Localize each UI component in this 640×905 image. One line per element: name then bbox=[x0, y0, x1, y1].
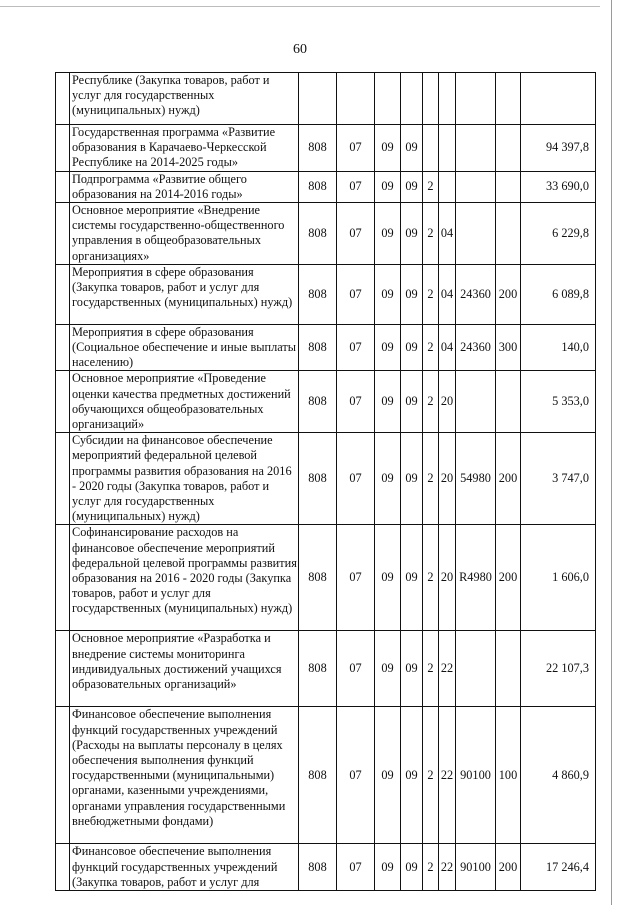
cell-rz: 07 bbox=[337, 844, 375, 891]
cell-prog: 09 bbox=[401, 631, 423, 707]
cell-osn: 22 bbox=[439, 844, 456, 891]
cell-osn: 04 bbox=[439, 324, 456, 371]
cell-vr bbox=[496, 631, 521, 707]
cell-napr bbox=[456, 125, 496, 172]
cell-vr bbox=[496, 371, 521, 433]
table-row bbox=[56, 631, 596, 707]
cell-osn: 20 bbox=[439, 525, 456, 631]
cell-pr: 09 bbox=[375, 171, 401, 202]
cell-amount: 6 229,8 bbox=[521, 203, 596, 265]
cell-napr: 24360 bbox=[456, 264, 496, 324]
cell-rz: 07 bbox=[337, 371, 375, 433]
top-edge-line bbox=[0, 6, 600, 7]
cell-rz bbox=[337, 73, 375, 125]
row-margin-cell bbox=[56, 631, 70, 707]
cell-osn: 22 bbox=[439, 707, 456, 844]
cell-amount: 22 107,3 bbox=[521, 631, 596, 707]
page-number: 60 bbox=[293, 42, 307, 57]
cell-pr: 09 bbox=[375, 324, 401, 371]
cell-sub bbox=[423, 73, 439, 125]
cell-pr: 09 bbox=[375, 631, 401, 707]
cell-rz: 07 bbox=[337, 631, 375, 707]
cell-prog: 09 bbox=[401, 707, 423, 844]
cell-name: Республике (Закупка товаров, работ и услуг для государственных (муниципальных) нужд) bbox=[70, 73, 299, 125]
cell-sub: 2 bbox=[423, 525, 439, 631]
cell-osn: 22 bbox=[439, 631, 456, 707]
cell-prog: 09 bbox=[401, 264, 423, 324]
row-margin-cell bbox=[56, 707, 70, 844]
cell-ved: 808 bbox=[299, 371, 337, 433]
row-margin-cell bbox=[56, 844, 70, 891]
table-row bbox=[56, 125, 596, 172]
cell-prog: 09 bbox=[401, 171, 423, 202]
cell-name: Софинансирование расходов на финансовое обеспечение мероприятий федеральной целевой программы развития образования на 2016 - 2020 годы (Закупка товаров, работ и услуг для государственных (муниципальных) нужд) bbox=[70, 525, 299, 631]
cell-rz: 07 bbox=[337, 433, 375, 525]
table-row bbox=[56, 73, 596, 125]
cell-osn bbox=[439, 125, 456, 172]
cell-prog: 09 bbox=[401, 324, 423, 371]
cell-rz: 07 bbox=[337, 525, 375, 631]
cell-amount: 3 747,0 bbox=[521, 433, 596, 525]
cell-vr bbox=[496, 125, 521, 172]
cell-osn: 20 bbox=[439, 371, 456, 433]
cell-name: Субсидии на финансовое обеспечение мероприятий федеральной целевой программы развития образования на 2016 - 2020 годы (Закупка товаров, работ и услуг для государственных (муниципальных) нужд) bbox=[70, 433, 299, 525]
table-row bbox=[56, 264, 596, 324]
cell-pr bbox=[375, 73, 401, 125]
cell-rz: 07 bbox=[337, 125, 375, 172]
cell-pr: 09 bbox=[375, 844, 401, 891]
table-row bbox=[56, 525, 596, 631]
cell-ved: 808 bbox=[299, 707, 337, 844]
cell-napr: 24360 bbox=[456, 324, 496, 371]
table-row bbox=[56, 844, 596, 891]
cell-napr bbox=[456, 73, 496, 125]
cell-prog: 09 bbox=[401, 525, 423, 631]
cell-pr: 09 bbox=[375, 125, 401, 172]
cell-rz: 07 bbox=[337, 324, 375, 371]
row-margin-cell bbox=[56, 324, 70, 371]
row-margin-cell bbox=[56, 371, 70, 433]
cell-napr: 90100 bbox=[456, 844, 496, 891]
cell-sub: 2 bbox=[423, 844, 439, 891]
cell-sub: 2 bbox=[423, 324, 439, 371]
cell-amount: 33 690,0 bbox=[521, 171, 596, 202]
cell-ved bbox=[299, 73, 337, 125]
table-row bbox=[56, 433, 596, 525]
cell-prog bbox=[401, 73, 423, 125]
cell-rz: 07 bbox=[337, 707, 375, 844]
cell-name: Основное мероприятие «Разработка и внедрение системы мониторинга индивидуальных достижений учащихся образовательных организаций» bbox=[70, 631, 299, 707]
cell-napr: 90100 bbox=[456, 707, 496, 844]
cell-vr: 200 bbox=[496, 525, 521, 631]
cell-napr bbox=[456, 203, 496, 265]
cell-name: Финансовое обеспечение выполнения функций государственных учреждений (Закупка товаров, работ и услуг для bbox=[70, 844, 299, 891]
row-margin-cell bbox=[56, 433, 70, 525]
row-margin-cell bbox=[56, 264, 70, 324]
cell-prog: 09 bbox=[401, 371, 423, 433]
cell-ved: 808 bbox=[299, 844, 337, 891]
cell-name: Основное мероприятие «Внедрение системы государственно-общественного управления в общеобразовательных организациях» bbox=[70, 203, 299, 265]
cell-pr: 09 bbox=[375, 203, 401, 265]
cell-ved: 808 bbox=[299, 525, 337, 631]
budget-table-body bbox=[56, 73, 596, 891]
cell-ved: 808 bbox=[299, 125, 337, 172]
cell-prog: 09 bbox=[401, 203, 423, 265]
table-row bbox=[56, 203, 596, 265]
cell-napr bbox=[456, 171, 496, 202]
cell-osn: 04 bbox=[439, 203, 456, 265]
cell-sub: 2 bbox=[423, 707, 439, 844]
cell-sub: 2 bbox=[423, 371, 439, 433]
cell-ved: 808 bbox=[299, 264, 337, 324]
cell-sub: 2 bbox=[423, 203, 439, 265]
row-margin-cell bbox=[56, 525, 70, 631]
cell-pr: 09 bbox=[375, 264, 401, 324]
cell-vr bbox=[496, 73, 521, 125]
cell-amount: 140,0 bbox=[521, 324, 596, 371]
cell-amount: 4 860,9 bbox=[521, 707, 596, 844]
table-row bbox=[56, 171, 596, 202]
cell-vr: 200 bbox=[496, 433, 521, 525]
row-margin-cell bbox=[56, 125, 70, 172]
cell-name: Государственная программа «Развитие образования в Карачаево-Черкесской Республике на 2014-2025 годы» bbox=[70, 125, 299, 172]
cell-ved: 808 bbox=[299, 203, 337, 265]
cell-ved: 808 bbox=[299, 631, 337, 707]
cell-name: Мероприятия в сфере образования (Социальное обеспечение и иные выплаты населению) bbox=[70, 324, 299, 371]
cell-napr: R4980 bbox=[456, 525, 496, 631]
cell-rz: 07 bbox=[337, 264, 375, 324]
cell-prog: 09 bbox=[401, 125, 423, 172]
cell-sub bbox=[423, 125, 439, 172]
cell-amount: 6 089,8 bbox=[521, 264, 596, 324]
cell-ved: 808 bbox=[299, 433, 337, 525]
cell-osn: 04 bbox=[439, 264, 456, 324]
cell-vr: 100 bbox=[496, 707, 521, 844]
table-row bbox=[56, 324, 596, 371]
cell-pr: 09 bbox=[375, 707, 401, 844]
cell-amount: 17 246,4 bbox=[521, 844, 596, 891]
table-row bbox=[56, 371, 596, 433]
cell-rz: 07 bbox=[337, 203, 375, 265]
cell-napr bbox=[456, 631, 496, 707]
row-margin-cell bbox=[56, 73, 70, 125]
cell-name: Мероприятия в сфере образования (Закупка товаров, работ и услуг для государственных (муниципальных) нужд) bbox=[70, 264, 299, 324]
cell-pr: 09 bbox=[375, 371, 401, 433]
cell-ved: 808 bbox=[299, 171, 337, 202]
cell-vr bbox=[496, 203, 521, 265]
cell-sub: 2 bbox=[423, 171, 439, 202]
cell-pr: 09 bbox=[375, 433, 401, 525]
cell-vr bbox=[496, 171, 521, 202]
cell-ved: 808 bbox=[299, 324, 337, 371]
cell-sub: 2 bbox=[423, 433, 439, 525]
cell-name: Основное мероприятие «Проведение оценки качества предметных достижений обучающихся общеобразовательных организаций» bbox=[70, 371, 299, 433]
cell-napr bbox=[456, 371, 496, 433]
table-row bbox=[56, 707, 596, 844]
cell-osn: 20 bbox=[439, 433, 456, 525]
cell-name: Финансовое обеспечение выполнения функций государственных учреждений (Расходы на выплаты персоналу в целях обеспечения выполнения функций государственными (муниципальными) органами, казенными учреждениями, органами управления государственными внебюджетными фондами) bbox=[70, 707, 299, 844]
cell-rz: 07 bbox=[337, 171, 375, 202]
cell-vr: 200 bbox=[496, 844, 521, 891]
cell-vr: 300 bbox=[496, 324, 521, 371]
cell-prog: 09 bbox=[401, 844, 423, 891]
cell-amount: 1 606,0 bbox=[521, 525, 596, 631]
row-margin-cell bbox=[56, 203, 70, 265]
cell-amount bbox=[521, 73, 596, 125]
cell-pr: 09 bbox=[375, 525, 401, 631]
cell-amount: 94 397,8 bbox=[521, 125, 596, 172]
row-margin-cell bbox=[56, 171, 70, 202]
cell-osn bbox=[439, 171, 456, 202]
cell-osn bbox=[439, 73, 456, 125]
cell-name: Подпрограмма «Развитие общего образования на 2014-2016 годы» bbox=[70, 171, 299, 202]
cell-prog: 09 bbox=[401, 433, 423, 525]
cell-napr: 54980 bbox=[456, 433, 496, 525]
cell-vr: 200 bbox=[496, 264, 521, 324]
cell-amount: 5 353,0 bbox=[521, 371, 596, 433]
right-margin-line bbox=[611, 0, 612, 905]
budget-table bbox=[55, 72, 596, 891]
cell-sub: 2 bbox=[423, 631, 439, 707]
cell-sub: 2 bbox=[423, 264, 439, 324]
